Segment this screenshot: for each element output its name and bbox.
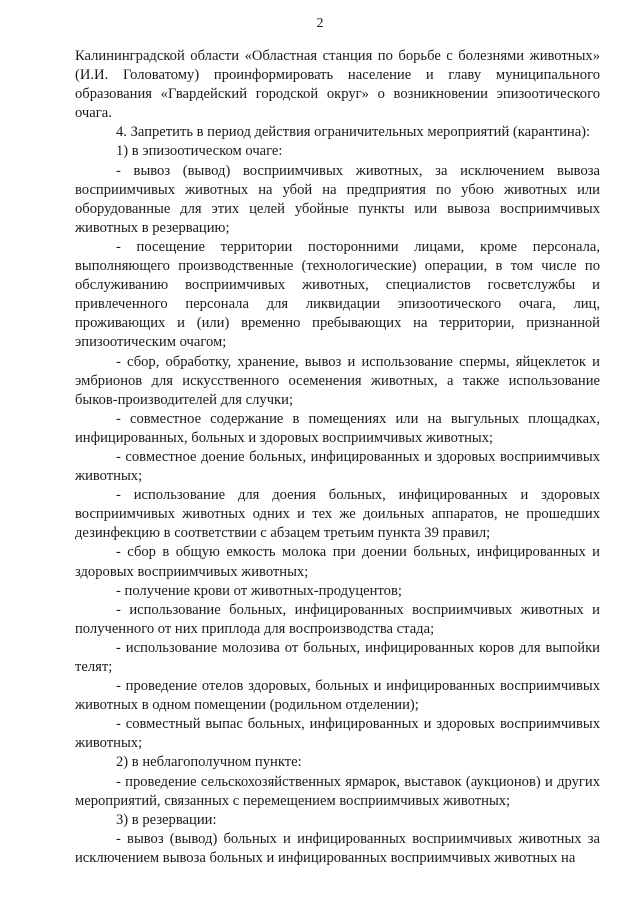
paragraph: - использование молозива от больных, инфицированных коров для выпойки телят; <box>75 639 600 675</box>
paragraph: - совместное доение больных, инфицированных и здоровых восприимчивых животных; <box>75 448 600 485</box>
paragraph: - получение крови от животных-продуцентов; <box>116 582 402 599</box>
paragraph: - сбор, обработку, хранение, вывоз и использование спермы, яйцеклеток и эмбрионов для искусственного осеменения животных, а также использование быков-производителей для случки; <box>75 353 600 408</box>
paragraph: - вывоз (вывод) восприимчивых животных, за исключением вывоза восприимчивых животных на убой на предприятия по убою животных или оборудованные для этих целей убойные пункты или вывоза восприимчивых животных в резервацию; <box>75 162 600 236</box>
paragraph: - совместный выпас больных, инфицированных и здоровых восприимчивых животных; <box>75 716 600 752</box>
paragraph: 1) в эпизоотическом очаге: <box>116 143 283 160</box>
paragraph: - использование для доения больных, инфицированных и здоровых восприимчивых животных одних и тех же доильных аппаратов, не прошедших дезинфекцию в соответствии с абзацем третьим пункта 39 правил; <box>75 487 600 542</box>
paragraph: 2) в неблагополучном пункте: <box>116 754 302 771</box>
paragraph: - проведение отелов здоровых, больных и инфицированных восприимчивых животных в одном помещении (родильном отделении); <box>75 678 600 714</box>
page-number: 2 <box>316 16 324 31</box>
paragraph: - проведение сельскохозяйственных ярмарок, выставок (аукционов) и других мероприятий, связанных с перемещением восприимчивых животных; <box>75 773 600 809</box>
paragraph: - совместное содержание в помещениях или на выгульных площадках, инфицированных, больных и здоровых восприимчивых животных; <box>75 410 600 446</box>
paragraph: - использование больных, инфицированных восприимчивых животных и полученного от них приплода для воспроизводства стада; <box>75 601 600 637</box>
paragraph: - сбор в общую емкость молока при доении больных, инфицированных и здоровых восприимчивых животных; <box>75 544 600 580</box>
paragraph: 4. Запретить в период действия ограничительных мероприятий (карантина): <box>116 124 591 141</box>
paragraph: - посещение территории посторонними лицами, кроме персонала, выполняющего производственные (технологические) операции, в том числе по обслуживанию восприимчивых животных, специалистов госветслужбы и привлеченного персонала для ликвидации эпизоотического очага, лиц, проживающих и (или) временно пребывающих на территории, признанной эпизоотическим очагом; <box>75 238 600 351</box>
paragraph: Калининградской области «Областная станция по борьбе с болезнями животных» (И.И. Головатому) проинформировать население и главу муниципального образования «Гвардейский городской округ» о возникновении эпизоотического очага. <box>75 48 600 122</box>
paragraph: 3) в резервации: <box>116 811 217 828</box>
document-body <box>75 47 600 868</box>
paragraph: - вывоз (вывод) больных и инфицированных восприимчивых животных за исключением вывоза больных и инфицированных восприимчивых животных на <box>75 830 600 866</box>
